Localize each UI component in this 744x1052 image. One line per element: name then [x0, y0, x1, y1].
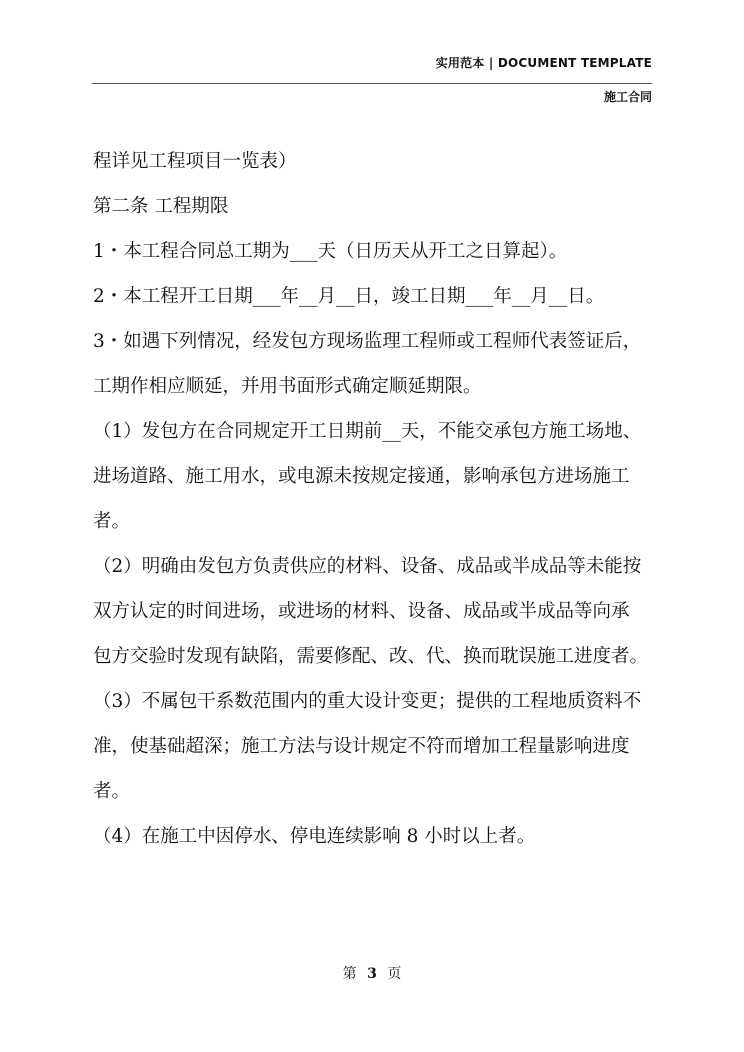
page-footer: [0, 963, 744, 983]
header-subtitle: 施工合同: [603, 90, 652, 104]
body-line: 进场道路、施工用水，或电源未按规定接通，影响承包方进场施工: [93, 466, 630, 487]
body-line: 第二条 工程期限: [93, 196, 229, 217]
body-line: （1）发包方在合同规定开工日期前__天，不能交承包方施工场地、: [93, 421, 642, 442]
footer-prefix: 第: [342, 966, 357, 982]
body-line: （2）明确由发包方负责供应的材料、设备、成品或半成品等未能按: [93, 556, 642, 577]
body-line: 2・本工程开工日期___年__月__日，竣工日期___年__月__日。: [93, 286, 605, 307]
header-divider: [92, 83, 652, 84]
body-line: 程详见工程项目一览表）: [93, 151, 297, 172]
document-body: [93, 139, 663, 859]
footer-suffix: 页: [387, 966, 402, 982]
body-line: 1・本工程合同总工期为___天（日历天从开工之日算起）。: [93, 241, 568, 262]
page-number: 3: [367, 966, 377, 982]
body-line: 者。: [93, 781, 131, 802]
body-line: 3・如遇下列情况，经发包方现场监理工程师或工程师代表签证后，: [93, 331, 642, 352]
body-line: 包方交验时发现有缺陷，需要修配、改、代、换而耽误施工进度者。: [93, 646, 649, 667]
body-line: 工期作相应顺延，并用书面形式确定顺延期限。: [93, 376, 482, 397]
body-line: 者。: [93, 511, 131, 532]
body-line: 准，使基础超深；施工方法与设计规定不符而增加工程量影响进度: [93, 736, 630, 757]
body-line: （4）在施工中因停水、停电连续影响 8 小时以上者。: [93, 826, 536, 847]
body-line: 双方认定的时间进场，或进场的材料、设备、成品或半成品等向承: [93, 601, 630, 622]
body-line: （3）不属包干系数范围内的重大设计变更；提供的工程地质资料不: [93, 691, 642, 712]
header-brand: 实用范本 | DOCUMENT TEMPLATE: [435, 56, 652, 70]
